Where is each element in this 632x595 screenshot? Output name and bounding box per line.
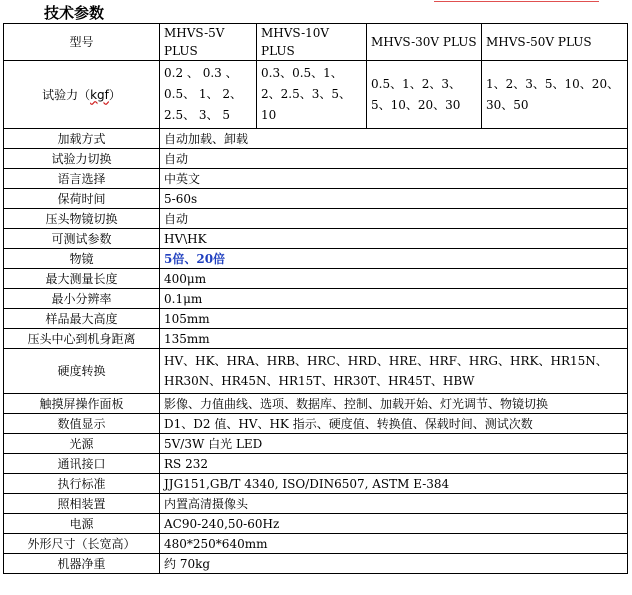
spec-value: AC90-240,50-60Hz — [160, 514, 628, 534]
spec-value: 约 70kg — [160, 554, 628, 574]
spec-value: 自动 — [160, 149, 628, 169]
spec-row — [4, 349, 628, 394]
spec-value: 5-60s — [160, 189, 628, 209]
spec-label: 压头物镜切换 — [4, 209, 160, 229]
spec-value: D1、D2 值、HV、HK 指示、硬度值、转换值、保载时间、测试次数 — [160, 414, 628, 434]
spec-row — [4, 414, 628, 434]
model-name: MHVS-10V PLUS — [257, 24, 367, 61]
model-name: MHVS-50V PLUS — [482, 24, 628, 61]
spec-value: 自动 — [160, 209, 628, 229]
spec-value: 5V/3W 白光 LED — [160, 434, 628, 454]
spec-label: 光源 — [4, 434, 160, 454]
spec-row — [4, 454, 628, 474]
test-force-label-pre: 试验力（ — [42, 87, 91, 102]
spec-table — [3, 23, 628, 574]
spec-value: JJG151,GB/T 4340, ISO/DIN6507, ASTM E-384 — [160, 474, 628, 494]
divider-line — [434, 1, 599, 2]
test-force-label-post: ） — [108, 87, 121, 102]
spec-label: 试验力切换 — [4, 149, 160, 169]
spec-label: 外形尺寸（长宽高） — [4, 534, 160, 554]
spec-label: 最大测量长度 — [4, 269, 160, 289]
spec-row — [4, 289, 628, 309]
spec-label: 触摸屏操作面板 — [4, 394, 160, 414]
spec-value: 400μm — [160, 269, 628, 289]
spec-row — [4, 129, 628, 149]
spec-value: 105mm — [160, 309, 628, 329]
spec-value: 中英文 — [160, 169, 628, 189]
test-force-value: 0.3、0.5、1、2、2.5、3、5、10 — [257, 61, 367, 129]
spec-value: 480*250*640mm — [160, 534, 628, 554]
spec-row — [4, 534, 628, 554]
spec-value: RS 232 — [160, 454, 628, 474]
spec-value: HV\HK — [160, 229, 628, 249]
test-force-value: 0.5、1、2、3、5、10、20、30 — [367, 61, 482, 129]
spec-value: 内置高清摄像头 — [160, 494, 628, 514]
spec-value: 5倍、20倍 — [160, 249, 628, 269]
spec-row — [4, 474, 628, 494]
spec-label: 电源 — [4, 514, 160, 534]
spec-row — [4, 514, 628, 534]
table-header-row — [4, 24, 628, 61]
spec-label: 压头中心到机身距离 — [4, 329, 160, 349]
spec-label: 最小分辨率 — [4, 289, 160, 309]
section-title: 技术参数 — [44, 4, 105, 22]
spec-label: 照相装置 — [4, 494, 160, 514]
model-name: MHVS-5V PLUS — [160, 24, 257, 61]
spec-label: 物镜 — [4, 249, 160, 269]
spec-value: HV、HK、HRA、HRB、HRC、HRD、HRE、HRF、HRG、HRK、HR15N、HR30N、HR45N、HR15T、HR30T、HR45T、HBW — [160, 349, 628, 394]
test-force-label — [4, 61, 160, 129]
model-header-label: 型号 — [4, 24, 160, 61]
spec-row — [4, 189, 628, 209]
spec-row — [4, 394, 628, 414]
spec-label: 硬度转换 — [4, 349, 160, 394]
spec-rows — [4, 129, 628, 574]
spec-label: 数值显示 — [4, 414, 160, 434]
spec-label: 样品最大高度 — [4, 309, 160, 329]
spec-value: 135mm — [160, 329, 628, 349]
spec-row — [4, 269, 628, 289]
test-force-value: 0.2 、 0.3 、 0.5、 1、 2、 2.5、 3、 5 — [160, 61, 257, 129]
spec-value: 自动加载、卸载 — [160, 129, 628, 149]
spec-label: 可测试参数 — [4, 229, 160, 249]
spec-label: 语言选择 — [4, 169, 160, 189]
spec-value: 影像、力值曲线、选项、数据库、控制、加载开始、灯光调节、物镜切换 — [160, 394, 628, 414]
spec-row — [4, 329, 628, 349]
test-force-value: 1、2、3、5、10、20、30、50 — [482, 61, 628, 129]
spec-label: 加载方式 — [4, 129, 160, 149]
spec-row — [4, 434, 628, 454]
spec-value: 0.1μm — [160, 289, 628, 309]
spec-row — [4, 309, 628, 329]
spec-label: 通讯接口 — [4, 454, 160, 474]
spec-label: 保荷时间 — [4, 189, 160, 209]
spec-row — [4, 209, 628, 229]
model-name: MHVS-30V PLUS — [367, 24, 482, 61]
spec-label: 执行标准 — [4, 474, 160, 494]
spec-row — [4, 494, 628, 514]
spec-row — [4, 149, 628, 169]
spec-label: 机器净重 — [4, 554, 160, 574]
spec-row — [4, 249, 628, 269]
test-force-label-unit: kgf — [90, 87, 109, 102]
spec-row — [4, 554, 628, 574]
spec-row — [4, 229, 628, 249]
test-force-row — [4, 61, 628, 129]
spec-row — [4, 169, 628, 189]
